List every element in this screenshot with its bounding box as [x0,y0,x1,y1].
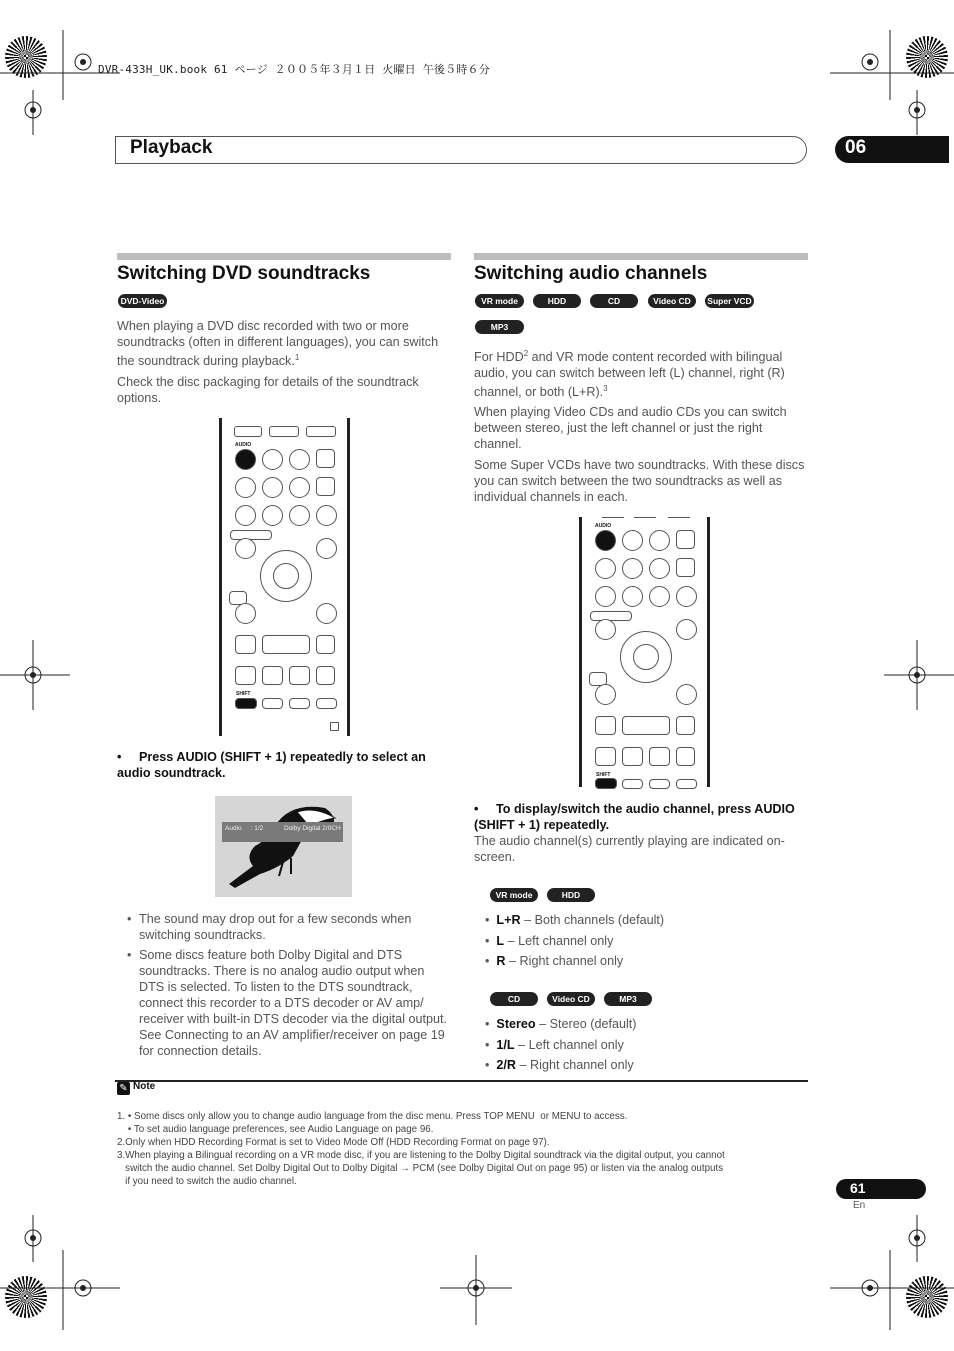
left-bullet-2: • Some discs feature both Dolby Digital and DTS soundtracks. There is no analog audio output when DTS is selected. To listen to the DTS soundtrack, connect this recorder to a DTS decoder or AV amp/ receiver with built-in DTS decoder via the digital output. See Connecting to an AV amplifier/receiver on page 19 for connection details. [127,947,450,1059]
note-line-1: 1. • Some discs only allow you to change audio language from the disc menu. Press TOP MENU or MENU to access. [117,1111,628,1122]
page-title: Playback [130,137,213,158]
badge-video-cd-2: Video CD [547,992,595,1006]
right-para-2: When playing Video CDs and audio CDs you can switch between stereo, just the left channel or just the right channel. [474,405,787,451]
badge-cd-2: CD [490,992,538,1006]
badge-video-cd: Video CD [648,294,696,308]
group2-list [485,1016,805,1073]
right-instruction-text: To display/switch the audio channel, press AUDIO (SHIFT + 1) repeatedly. [474,802,795,832]
note-line-4: 3.When playing a Bilingual recording on a VR mode disc, if you are listening to the Dolby Digital soundtrack via the digital output, you cannot [117,1150,725,1161]
footnote-ref-2: 2 [523,349,529,358]
badge-vr-mode: VR mode [475,294,524,308]
group1-item-lr-key: L+R [496,913,521,927]
right-instruction-note: The audio channel(s) currently playing are indicated on-screen. [474,834,785,864]
left-instruction: • Press AUDIO (SHIFT + 1) repeatedly to select an audio soundtrack. [117,750,426,780]
note-line-2: • To set audio language preferences, see Audio Language on page 96. [117,1124,434,1135]
language-code: En [853,1200,866,1211]
right-section-title: Switching audio channels [474,263,708,284]
file-header: DVR-433H_UK.book 61 ページ ２００５年３月１日 火曜日 午後５時６分 [98,63,490,76]
toucan-graphic [215,796,352,897]
badge-vr-mode-2: VR mode [490,888,538,902]
left-para-1-text: When playing a DVD disc recorded with two or more soundtracks (often in different languages), you can switch the soundtrack during playback. [117,319,439,369]
shift-button-right [595,778,617,789]
right-para-1 [474,346,808,400]
remote-illustration-right [579,517,710,787]
group1-item-lr: • L+R – Both channels (default) [485,913,665,927]
footnote-ref-1: 1 [294,353,300,362]
shift-button [235,698,257,709]
badge-hdd-2: HDD [547,888,595,902]
note-rule [115,1080,808,1082]
note-lines [117,1097,817,1201]
badge-super-vcd: Super VCD [705,294,754,308]
group1-item-r-key: R [496,954,506,968]
right-para-3: Some Super VCDs have two soundtracks. With these discs you can switch between the two soundtracks as well as individual channels in each. [474,458,805,504]
page-number: 61 [850,1180,866,1196]
right-para-1-rest: and VR mode content recorded with bilingual audio, you can switch between left (L) channel, right (R) channel, or both (L+R). [474,350,785,400]
left-bullet-1: • The sound may drop out for a few seconds when switching soundtracks. [127,911,450,943]
audio-button-right [595,530,616,551]
left-section-rule [117,253,451,260]
footnote-ref-3: 3 [603,384,608,394]
badge-mp3: MP3 [475,320,524,334]
left-bullets [127,911,450,1059]
group2-item-stereo: • Stereo – Stereo (default) [485,1017,637,1031]
shift-label: SHIFT [236,691,251,697]
group2-item-left-key: 1/L [496,1037,515,1052]
group2-item-left: • 1/L – Left channel only [485,1037,624,1052]
badge-dvd-video: DVD-Video [118,294,167,308]
group2-item-right-key: 2/R [496,1058,517,1072]
badge-hdd: HDD [533,294,581,308]
right-section-rule [474,253,808,260]
osd-format-text: Dolby Digital 2/0CH [284,825,341,832]
group1-item-r: • R – Right channel only [485,954,624,968]
left-bullet-1-text: The sound may drop out for a few seconds when switching soundtracks. [139,912,412,942]
badge-cd: CD [590,294,638,308]
group2-item-stereo-key: Stereo [496,1017,536,1031]
group2-item-stereo-desc: Stereo (default) [549,1017,637,1031]
note-icon: ✎ [117,1082,130,1095]
left-bullet-2-text: Some discs feature both Dolby Digital and DTS soundtracks. There is no analog audio output when DTS is selected. To listen to the DTS soundtrack, connect this recorder to a DTS decoder or AV amp/ receiver with built-in DTS decoder via the digital output. See Connecting to an AV amplifier/receiver on page 19 for connection details. [139,948,447,1058]
left-para-1 [117,318,449,369]
note-label: Note [133,1081,156,1092]
group1-item-r-desc: Right channel only [519,954,624,968]
badge-mp3-2: MP3 [604,992,652,1006]
group1-list [485,912,805,969]
header-bar [115,136,807,164]
group2-item-right: • 2/R – Right channel only [485,1058,634,1072]
audio-button [235,449,256,470]
audio-label: AUDIO [235,442,252,448]
chapter-number: 06 [845,137,867,158]
right-para-1-text: For HDD [474,350,524,365]
osd-audio-text: Audio : 1/2 [225,825,264,832]
shift-label-right: SHIFT [596,772,611,778]
group1-item-lr-desc: Both channels (default) [534,913,665,927]
group2-item-right-desc: Right channel only [530,1058,634,1072]
note-line-3: 2.Only when HDD Recording Format is set to Video Mode Off (HDD Recording Format on page 97). [117,1137,550,1148]
right-instruction: • To display/switch the audio channel, press AUDIO (SHIFT + 1) repeatedly. [474,802,795,832]
remote-illustration-left [219,418,350,736]
note-line-6: if you need to switch the audio channel. [117,1176,297,1187]
left-instruction-text: Press AUDIO (SHIFT + 1) repeatedly to select an audio soundtrack. [117,750,426,780]
left-para-2: Check the disc packaging for details of the soundtrack options. [117,375,419,405]
group1-item-l: • L – Left channel only [485,933,614,948]
group1-item-l-key: L [496,933,505,948]
group1-item-l-desc: Left channel only [518,933,614,948]
note-line-5: switch the audio channel. Set Dolby Digital Out to Dolby Digital → PCM (see Dolby Digital Out on page 95) or listen via the analog outputs [117,1163,724,1174]
audio-label-right: AUDIO [595,523,612,529]
left-section-title: Switching DVD soundtracks [117,263,371,284]
group2-item-left-desc: Left channel only [528,1037,624,1052]
